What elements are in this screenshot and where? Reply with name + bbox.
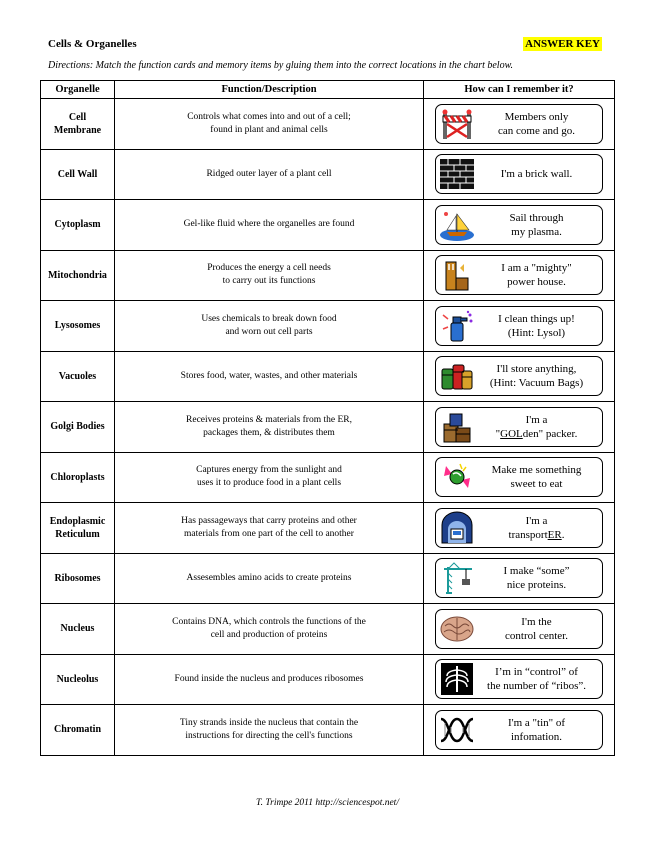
memory-card (435, 407, 603, 447)
answer-key-badge: ANSWER KEY (525, 38, 600, 50)
memory-card (435, 508, 603, 548)
memory-card (435, 659, 603, 699)
memory-cell (424, 301, 615, 352)
organelle-name: Nucleus (41, 604, 115, 655)
column-header-organelle: Organelle (41, 81, 115, 99)
memory-card (435, 710, 603, 750)
memory-cell (424, 99, 615, 150)
function-description: Produces the energy a cell needs to carry out its functions (115, 250, 424, 301)
brain-icon (439, 611, 475, 647)
organelle-name: Chromatin (41, 705, 115, 756)
memory-text: I'll store anything, (Hint: Vacuum Bags) (489, 363, 584, 390)
organelle-name: Cell Wall (41, 149, 115, 200)
organelle-name: Nucleolus (41, 654, 115, 705)
function-description: Assesembles amino acids to create proteins (115, 553, 424, 604)
memory-text: I am a "mighty" power house. (501, 262, 572, 289)
memory-card (435, 356, 603, 396)
memory-text: Members only can come and go. (498, 110, 575, 137)
organelle-name: Cell Membrane (41, 99, 115, 150)
organelle-name: Ribosomes (41, 553, 115, 604)
organelle-name: Cytoplasm (41, 200, 115, 251)
function-description: Stores food, water, wastes, and other materials (115, 351, 424, 402)
organelle-row-mitochondria (41, 250, 615, 301)
column-header-function: Function/Description (115, 81, 424, 99)
candy-icon (439, 459, 475, 495)
sailboat-icon (439, 207, 475, 243)
memory-text: I'm a brick wall. (500, 168, 573, 181)
memory-text-part: . (561, 528, 565, 541)
function-description: Receives proteins & materials from the ER, packages them, & distributes them (115, 402, 424, 453)
packages-icon (439, 409, 475, 445)
memory-text: I'm the control center. (505, 615, 568, 642)
memory-cell (424, 200, 615, 251)
memory-text-part: den" packer. (522, 427, 578, 440)
memory-text: I make “some” nice proteins. (503, 565, 570, 592)
page-header (48, 38, 614, 54)
ribcage-xray-icon (439, 661, 475, 697)
organelle-row-golgi-bodies (41, 402, 615, 453)
memory-text: I’m in “control” of the number of “ribos”. (487, 666, 586, 693)
memory-cell (424, 604, 615, 655)
train-tunnel-icon (439, 510, 475, 546)
chart-header-row (41, 81, 615, 99)
organelle-row-vacuoles (41, 351, 615, 402)
memory-cell (424, 503, 615, 554)
organelles-chart (40, 80, 615, 756)
memory-card (435, 306, 603, 346)
organelle-row-ribosomes (41, 553, 615, 604)
organelle-row-chromatin (41, 705, 615, 756)
memory-text: I clean things up! (Hint: Lysol) (498, 312, 575, 339)
organelle-name: Golgi Bodies (41, 402, 115, 453)
brick-wall-icon (439, 156, 475, 192)
memory-card (435, 558, 603, 598)
spray-bottle-icon (439, 308, 475, 344)
memory-text: I'm a "tin" of infomation. (507, 716, 566, 743)
page-title: Cells & Organelles (48, 38, 137, 50)
memory-cell (424, 402, 615, 453)
function-description: Captures energy from the sunlight and uses it to produce food in a plant cells (115, 452, 424, 503)
organelle-name: Mitochondria (41, 250, 115, 301)
memory-card (435, 457, 603, 497)
memory-cell (424, 654, 615, 705)
function-description: Gel-like fluid where the organelles are found (115, 200, 424, 251)
memory-cell (424, 705, 615, 756)
memory-text: Sail through my plasma. (509, 211, 564, 238)
function-description: Has passageways that carry proteins and other materials from one part of the cell to another (115, 503, 424, 554)
organelle-row-chloroplasts (41, 452, 615, 503)
memory-text-part: I'm a transport (508, 514, 548, 541)
organelle-row-endoplasmic-reticulum (41, 503, 615, 554)
function-description: Controls what comes into and out of a cell; found in plant and animal cells (115, 99, 424, 150)
footer-credit: T. Trimpe 2011 http://sciencespot.net/ (256, 798, 399, 808)
function-description: Found inside the nucleus and produces ribosomes (115, 654, 424, 705)
organelle-row-lysosomes (41, 301, 615, 352)
memory-text-underlined: ER (547, 528, 562, 541)
power-plant-icon (439, 257, 475, 293)
memory-text (475, 413, 602, 441)
organelle-row-cell-membrane (41, 99, 615, 150)
function-description: Contains DNA, which controls the functions of the cell and production of proteins (115, 604, 424, 655)
function-description: Uses chemicals to break down food and worn out cell parts (115, 301, 424, 352)
memory-text: Make me something sweet to eat (491, 464, 582, 491)
function-description: Tiny strands inside the nucleus that contain the instructions for directing the cell's functions (115, 705, 424, 756)
memory-cell (424, 149, 615, 200)
memory-text (475, 514, 602, 542)
column-header-memory: How can I remember it? (424, 81, 615, 99)
memory-card (435, 154, 603, 194)
organelle-row-nucleolus (41, 654, 615, 705)
dna-strand-icon (439, 712, 475, 748)
organelle-name: Chloroplasts (41, 452, 115, 503)
memory-cell (424, 351, 615, 402)
organelle-name: Vacuoles (41, 351, 115, 402)
organelle-row-cell-wall (41, 149, 615, 200)
barrels-icon (439, 358, 475, 394)
construction-crane-icon (439, 560, 475, 596)
organelle-name: Lysosomes (41, 301, 115, 352)
memory-cell (424, 250, 615, 301)
memory-card (435, 104, 603, 144)
barrier-icon (439, 106, 475, 142)
memory-card (435, 255, 603, 295)
organelle-row-nucleus (41, 604, 615, 655)
memory-cell (424, 553, 615, 604)
organelle-row-cytoplasm (41, 200, 615, 251)
directions-text: Directions: Match the function cards and memory items by gluing them into the correct locations in the chart below. (48, 60, 514, 71)
memory-card (435, 205, 603, 245)
function-description: Ridged outer layer of a plant cell (115, 149, 424, 200)
memory-text-part: I'm a " (495, 413, 548, 440)
memory-card (435, 609, 603, 649)
memory-cell (424, 452, 615, 503)
organelle-name: Endoplasmic Reticulum (41, 503, 115, 554)
memory-text-underlined: GOL (500, 427, 523, 440)
chart-body (41, 99, 615, 756)
